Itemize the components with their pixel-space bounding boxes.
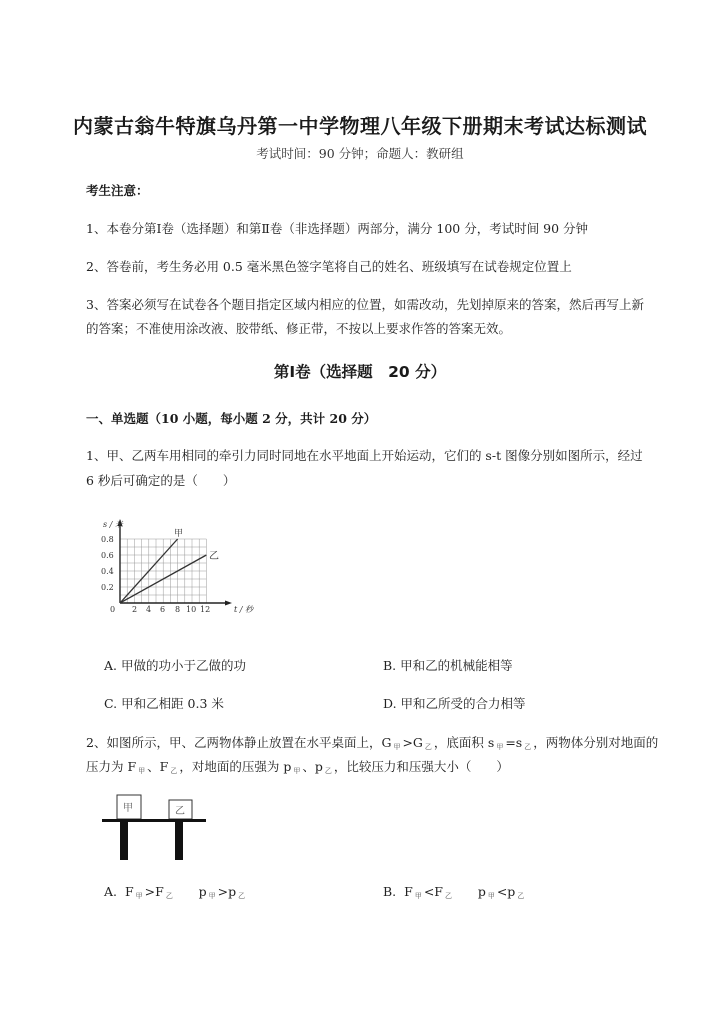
y-axis-label: s / 米 — [103, 520, 123, 529]
part-title: 一、单选题（10 小题，每小题 2 分，共计 20 分） — [86, 411, 377, 426]
notice-item-1: 1、本卷分第Ⅰ卷（选择题）和第Ⅱ卷（非选择题）两部分，满分 100 分，考试时间 90 分钟 — [86, 221, 589, 236]
y-tick-0.8: 0.8 — [101, 535, 114, 544]
table-leg-right — [175, 822, 183, 860]
series-jia-label: 甲 — [174, 529, 184, 539]
x-tick-4: 4 — [146, 605, 152, 614]
exam-subtitle: 考试时间：90 分钟；命题人：教研组 — [256, 146, 464, 161]
table-blocks-figure — [100, 788, 210, 863]
graph-grid — [120, 539, 206, 603]
x-axis-arrow-icon — [225, 601, 232, 606]
table-top — [102, 819, 206, 822]
table-leg-left — [120, 822, 128, 860]
notice-item-2: 2、答卷前，考生务必用 0.5 毫米黑色签字笔将自己的姓名、班级填写在试卷规定位置上 — [86, 259, 572, 274]
x-tick-8: 8 — [175, 605, 181, 614]
question-2-line-2: 压力为 F $_甲$ 、F $_乙$ ，对地面的压强为 p $_甲$ 、p $_乙$ ，比较压力和压强大小（ ） — [86, 759, 509, 775]
block-yi-label: 乙 — [175, 806, 185, 817]
notice-heading: 考生注意： — [86, 183, 149, 198]
question-2-option-a[interactable]: A. F $_甲$ >F $_乙$ p $_甲$ >p $_乙$ — [104, 884, 246, 900]
y-tick-0.2: 0.2 — [101, 583, 114, 592]
x-tick-12: 12 — [200, 605, 211, 614]
block-jia-label: 甲 — [123, 803, 133, 814]
question-1-option-a[interactable]: A. 甲做的功小于乙做的功 — [104, 658, 246, 673]
exam-title: 内蒙古翁牛特旗乌丹第一中学物理八年级下册期末考试达标测试 — [73, 114, 647, 138]
question-1-option-d[interactable]: D. 甲和乙所受的合力相等 — [383, 696, 526, 711]
series-yi-label: 乙 — [209, 551, 219, 562]
origin-label: 0 — [110, 605, 116, 614]
question-1-option-b[interactable]: B. 甲和乙的机械能相等 — [383, 658, 513, 673]
x-axis-label: t / 秒 — [234, 605, 253, 614]
y-tick-0.6: 0.6 — [101, 551, 114, 560]
x-tick-2: 2 — [132, 605, 138, 614]
notice-item-3: 3、答案必须写在试卷各个题目指定区域内相应的位置，如需改动，先划掉原来的答案，然后再写上新 — [86, 297, 644, 312]
y-tick-0.4: 0.4 — [101, 567, 114, 576]
x-tick-10: 10 — [186, 605, 197, 614]
notice-item-3-cont: 的答案；不准使用涂改液、胶带纸、修正带，不按以上要求作答的答案无效。 — [86, 321, 512, 336]
question-1-line-2: 6 秒后可确定的是（ ） — [86, 473, 236, 488]
section-title: 第Ⅰ卷（选择题 20 分） — [273, 363, 447, 381]
question-2-option-b[interactable]: B. F $_甲$ <F $_乙$ p $_甲$ <p $_乙$ — [383, 884, 525, 900]
question-1-line-1: 1、甲、乙两车用相同的牵引力同时同地在水平地面上开始运动，它们的 s-t 图像分别如图所示，经过 — [86, 448, 643, 463]
question-2-line-1: 2、如图所示，甲、乙两物体静止放置在水平桌面上，G $_甲$ >G $_乙$ ，底面积 s $_甲$ =s $_乙$ ，两物体分别对地面的 — [86, 735, 659, 751]
st-graph — [98, 516, 268, 616]
question-1-option-c[interactable]: C. 甲和乙相距 0.3 米 — [104, 696, 224, 711]
x-tick-6: 6 — [160, 605, 166, 614]
